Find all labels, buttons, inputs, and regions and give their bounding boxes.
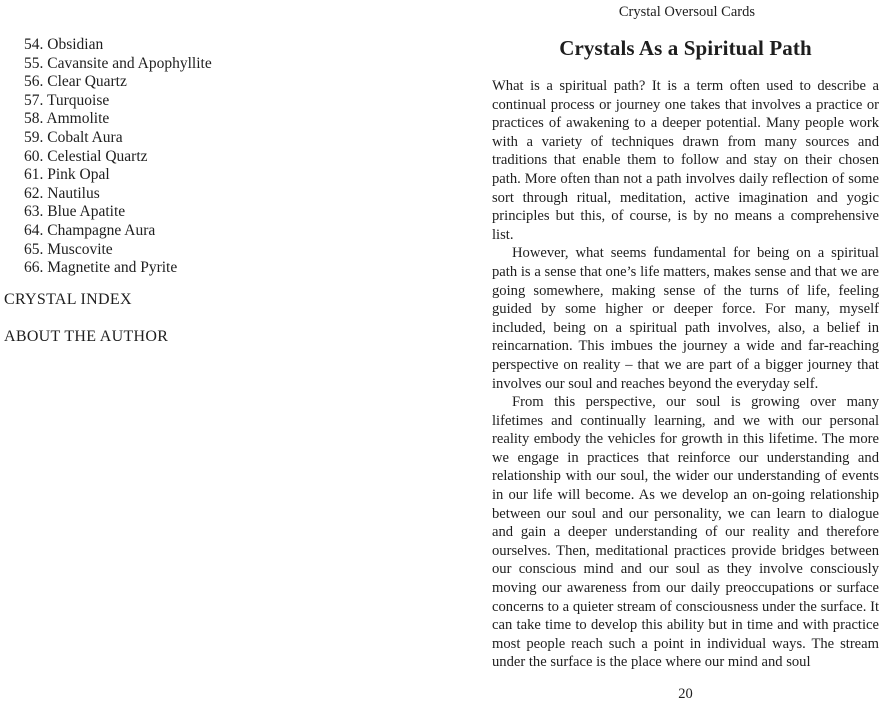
table-of-contents [24,36,212,278]
running-head: Crystal Oversoul Cards [618,4,755,20]
toc-about-the-author[interactable]: ABOUT THE AUTHOR [4,328,169,345]
toc-item[interactable]: 64. Champagne Aura [24,221,156,239]
toc-item[interactable]: 65. Muscovite [24,240,113,258]
toc-item[interactable]: 56. Clear Quartz [24,73,127,91]
toc-item[interactable]: 58. Ammolite [24,110,110,128]
toc-item[interactable]: 61. Pink Opal [24,166,110,184]
toc-item[interactable]: 63. Blue Apatite [24,203,126,221]
chapter-title: Crystals As a Spiritual Path [559,36,812,60]
toc-item[interactable]: 55. Cavansite and Apophyllite [24,54,212,72]
toc-item[interactable]: 59. Cobalt Aura [24,128,123,146]
left-page [0,0,440,702]
paragraph: From this perspective, our soul is growing over many lifetimes and continually learning, and we with our personal reality embody the vehicles for growth in this lifetime. The more we engage in practices that reinforce our understanding and relationship with our soul, the wider our understanding of events in our life will become. As we develop an on-going relationship between our soul and our personality, we can learn to dialogue and gain a deeper understanding of our reality and therefore ourselves. Then, meditational practices provide bridges between our conscious mind and our soul as they involve consciously moving our awareness from our daily preoccupations or surface concerns to a quieter stream of consciousness under the surface. It can take time to develop this ability but in time and with practice most people reach such a point in individual ways. The stream under the surface is the place where our mind and soul [492,394,879,671]
toc-item[interactable]: 57. Turquoise [24,91,110,109]
toc-crystal-index[interactable]: CRYSTAL INDEX [4,291,132,308]
paragraph: What is a spiritual path? It is a term often used to describe a continual process or journey one takes that involves a practice or practices of awakening to a deeper potential. Many people work with a variety of techniques drawn from many sources and traditions that enable them to follow and stay on their chosen path. More often than not a path involves daily reflection of some sort through ritual, meditation, active imagination and yogic principles but this, of course, is by no means a comprehensive list. [492,78,879,243]
paragraph: However, what seems fundamental for being on a spiritual path is a sense that one’s life matters, makes sense and that we are going somewhere, making sense of the turns of life, feeling guided by some higher or deeper force. For many, myself included, being on a spiritual path involves, also, a belief in reincarnation. This imbues the journey a wide and far-reaching perspective on reality – that we are part of a bigger journey that involves our soul and reaches beyond the everyday self. [492,245,879,392]
toc-item[interactable]: 62. Nautilus [24,184,100,202]
page-number: 20 [678,686,693,702]
toc-item[interactable]: 66. Magnetite and Pyrite [24,259,178,277]
toc-item[interactable]: 60. Celestial Quartz [24,147,148,165]
toc-item[interactable]: 54. Obsidian [24,36,104,53]
body-text [492,77,879,672]
right-page [492,0,879,702]
